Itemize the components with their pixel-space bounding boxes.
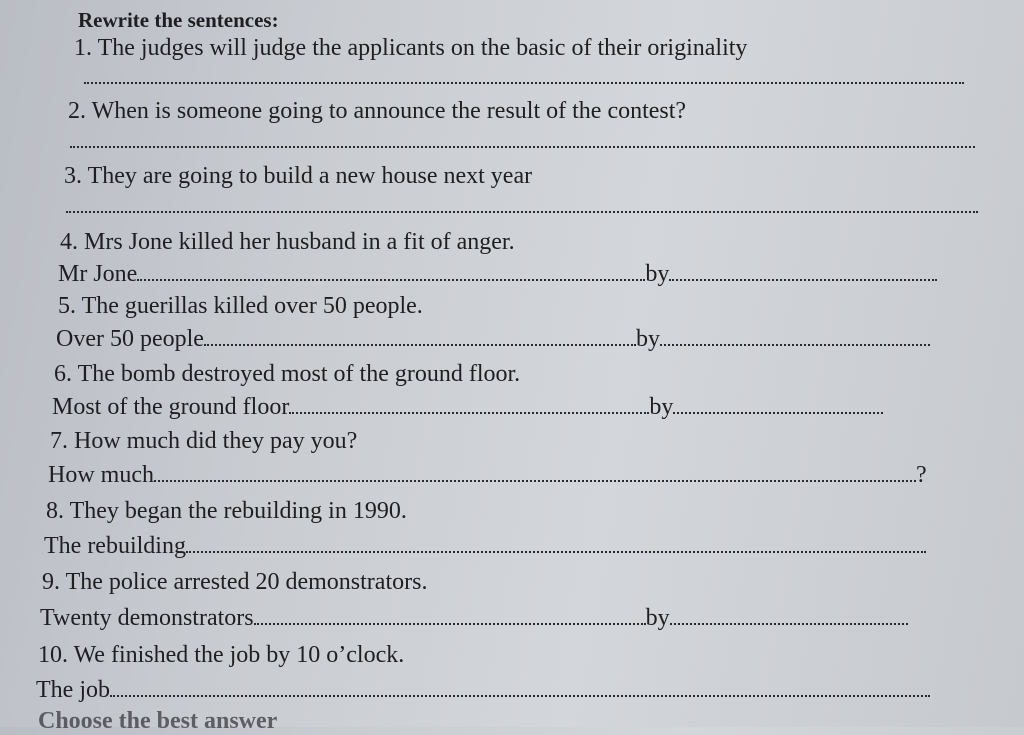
answer-prompt-4: Mr Jone <box>58 261 138 287</box>
next-section-heading: Choose the best answer <box>38 708 278 734</box>
answer-prompt-9: Twenty demonstrators <box>40 605 254 631</box>
answer-line-2[interactable] <box>70 146 975 148</box>
answer-prompt-10: The job <box>36 677 110 703</box>
answer-blank-4b[interactable] <box>669 261 937 281</box>
answer-prompt-6: Most of the ground floor <box>52 394 290 420</box>
answer-prompt-7: How much <box>48 462 154 488</box>
section-heading: Rewrite the sentences: <box>78 8 279 32</box>
answer-row-10 <box>36 676 930 704</box>
answer-blank-9b[interactable] <box>670 605 908 625</box>
exercise-sentence-10: 10. We finished the job by 10 o’clock. <box>38 642 405 668</box>
answer-row-8 <box>44 532 926 560</box>
answer-row-5 <box>56 325 930 353</box>
answer-blank-6b[interactable] <box>673 394 883 414</box>
answer-row-7 <box>48 461 927 489</box>
by-label-4: by <box>645 261 670 287</box>
answer-prompt-5: Over 50 people <box>56 326 204 352</box>
answer-blank-5a[interactable] <box>204 326 636 346</box>
exercise-sentence-6: 6. The bomb destroyed most of the ground floor. <box>54 361 521 387</box>
exercise-sentence-1: 1. The judges will judge the applicants on the basic of their originality <box>74 35 748 61</box>
exercise-sentence-8: 8. They began the rebuilding in 1990. <box>46 498 407 524</box>
answer-row-9 <box>40 604 908 632</box>
answer-blank-10[interactable] <box>110 677 930 697</box>
answer-prompt-8: The rebuilding <box>44 533 186 559</box>
exercise-sentence-2: 2. When is someone going to announce the result of the contest? <box>68 98 687 124</box>
exercise-sentence-5: 5. The guerillas killed over 50 people. <box>58 293 423 319</box>
by-label-9: by <box>645 605 670 631</box>
answer-row-6 <box>52 393 883 421</box>
answer-blank-9a[interactable] <box>254 605 646 625</box>
by-label-5: by <box>635 326 660 352</box>
answer-line-1[interactable] <box>84 82 964 84</box>
answer-line-3[interactable] <box>66 211 978 213</box>
question-mark-7: ? <box>915 462 927 488</box>
exercise-sentence-4: 4. Mrs Jone killed her husband in a fit of anger. <box>60 229 515 255</box>
by-label-6: by <box>649 394 674 420</box>
answer-blank-8[interactable] <box>186 533 926 553</box>
exercise-sentence-9: 9. The police arrested 20 demonstrators. <box>42 569 428 595</box>
answer-blank-7[interactable] <box>154 462 916 482</box>
exercise-sentence-7: 7. How much did they pay you? <box>50 428 358 454</box>
answer-blank-5b[interactable] <box>660 326 930 346</box>
exercise-sentence-3: 3. They are going to build a new house next year <box>64 163 533 189</box>
answer-row-4 <box>58 260 937 288</box>
answer-blank-6a[interactable] <box>289 394 649 414</box>
answer-blank-4a[interactable] <box>137 261 645 281</box>
